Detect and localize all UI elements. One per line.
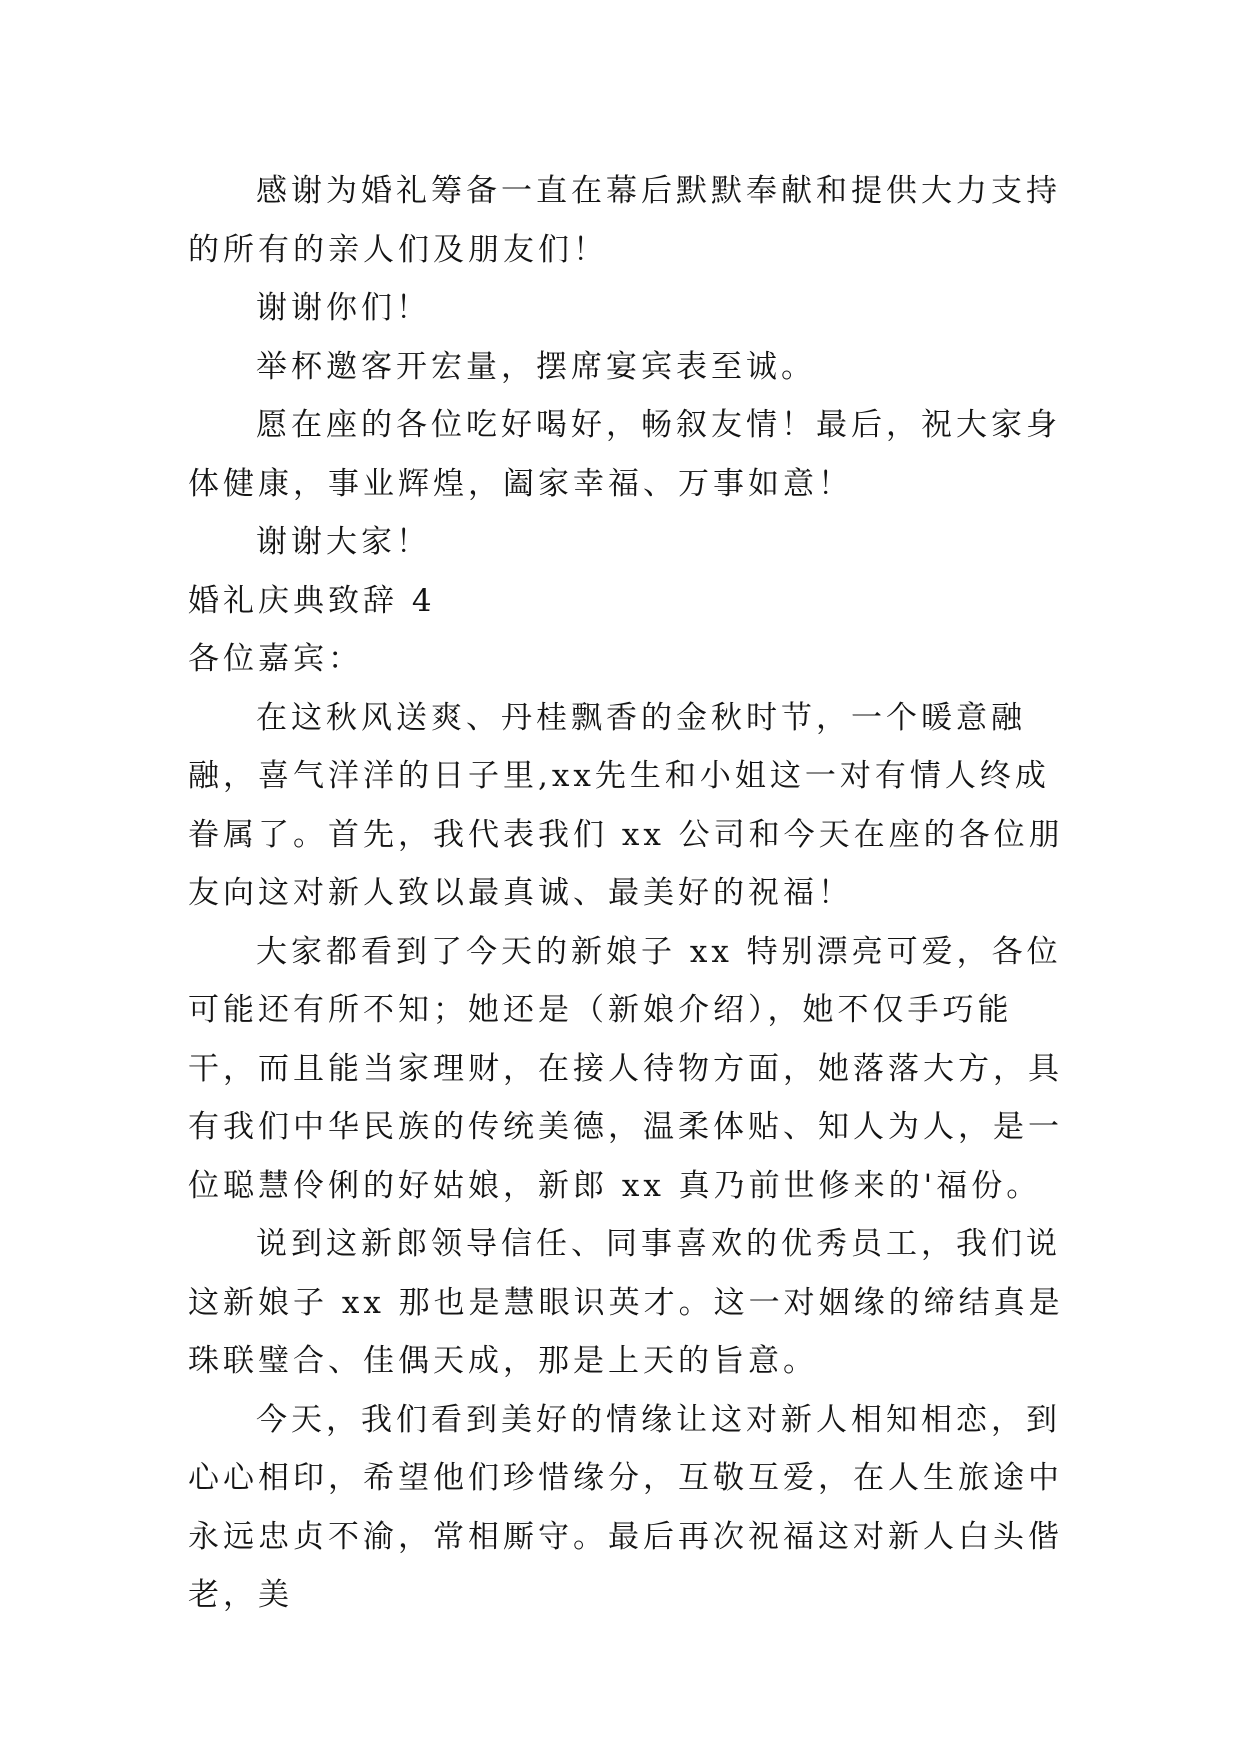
salutation: 各位嘉宾： bbox=[188, 641, 363, 677]
paragraph-closing: 今天，我们看到美好的情缘让这对新人相知相恋，到心心相印，希望他们珍惜缘分，互敬互爱，在人生旅途中永远忠贞不渝，常相厮守。最后再次祝福这对新人白头偕老，美 bbox=[188, 1401, 1063, 1613]
paragraph-groom: 说到这新郎领导信任、同事喜欢的优秀员工，我们说这新娘子 xx 那也是慧眼识英才。这一对姻缘的缔结真是珠联璧合、佳偶天成，那是上天的旨意。 bbox=[188, 1226, 1064, 1379]
paragraph-thank-you: 谢谢你们！ bbox=[256, 290, 431, 326]
paragraph-wishes: 愿在座的各位吃好喝好，畅叙友情！最后，祝大家身体健康，事业辉煌，阖家幸福、万事如意！ bbox=[188, 407, 1061, 502]
paragraph-thanks-family: 感谢为婚礼筹备一直在幕后默默奉献和提供大力支持的所有的亲人们及朋友们！ bbox=[188, 173, 1061, 268]
paragraph-bride: 大家都看到了今天的新娘子 xx 特别漂亮可爱，各位可能还有所不知；她还是（新娘介绍），她不仅手巧能干，而且能当家理财，在接人待物方面，她落落大方，具有我们中华民族的传统美德，温柔体贴、知人为人，是一位聪慧伶俐的好姑娘，新郎 xx 真乃前世修来的'福份。 bbox=[188, 933, 1063, 1204]
section-heading: 婚礼庆典致辞 4 bbox=[188, 582, 436, 619]
paragraph-thank-everyone: 谢谢大家！ bbox=[256, 524, 431, 560]
document-body bbox=[188, 162, 1068, 1625]
paragraph-toast: 举杯邀客开宏量，摆席宴宾表至诚。 bbox=[256, 348, 816, 385]
paragraph-opening: 在这秋风送爽、丹桂飘香的金秋时节，一个暖意融融，喜气洋洋的日子里,xx先生和小姐这一对有情人终成眷属了。首先，我代表我们 xx 公司和今天在座的各位朋友向这对新人致以最真诚、最美好的祝福！ bbox=[188, 699, 1064, 911]
